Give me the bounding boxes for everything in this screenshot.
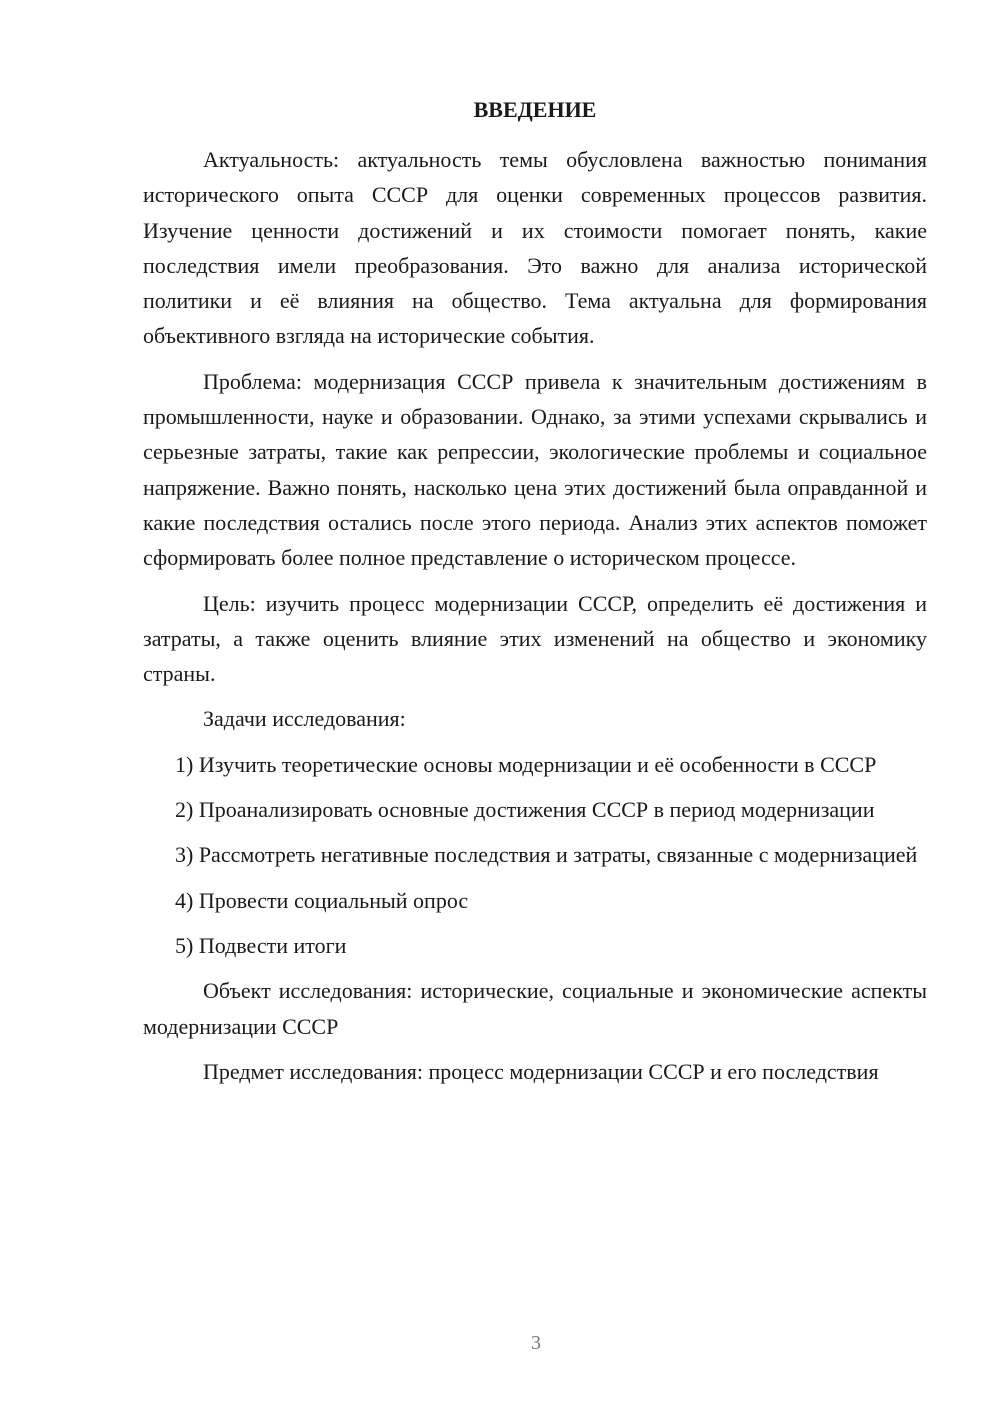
object-paragraph: Объект исследования: исторические, социальные и экономические аспекты модернизации СССР	[143, 978, 927, 1039]
relevance-paragraph: Актуальность: актуальность темы обусловлена важностью понимания исторического опыта СССР для оценки современных процессов развития. Изучение ценности достижений и их стоимости помогает понять, какие последствия имели преобразования. Это важно для анализа исторической политики и её влияния на общество. Тема актуальна для формирования объективного взгляда на исторические события.	[143, 147, 927, 349]
goal-paragraph: Цель: изучить процесс модернизации СССР, определить её достижения и затраты, а также оценить влияние этих изменений на общество и экономику страны.	[143, 590, 927, 687]
task-item-1: 1) Изучить теоретические основы модернизации и её особенности в СССР	[175, 751, 877, 777]
subject-paragraph: Предмет исследования: процесс модернизации СССР и его последствия	[203, 1058, 879, 1084]
task-item-3: 3) Рассмотреть негативные последствия и затраты, связанные с модернизацией	[175, 842, 918, 868]
page-number: 3	[531, 1332, 541, 1354]
task-item-2: 2) Проанализировать основные достижения СССР в период модернизации	[175, 797, 875, 823]
page-content	[143, 92, 927, 1099]
tasks-title: Задачи исследования:	[203, 706, 406, 732]
section-heading: ВВЕДЕНИЕ	[473, 97, 597, 122]
task-item-5: 5) Подвести итоги	[175, 932, 347, 958]
problem-paragraph: Проблема: модернизация СССР привела к значительным достижениям в промышленности, науке и образовании. Однако, за этими успехами скрывались и серьезные затраты, такие как репрессии, экологические проблемы и социальное напряжение. Важно понять, насколько цена этих достижений была оправданной и какие последствия остались после этого периода. Анализ этих аспектов поможет сформировать более полное представление о историческом процессе.	[143, 368, 927, 571]
task-item-4: 4) Провести социальный опрос	[175, 887, 469, 913]
